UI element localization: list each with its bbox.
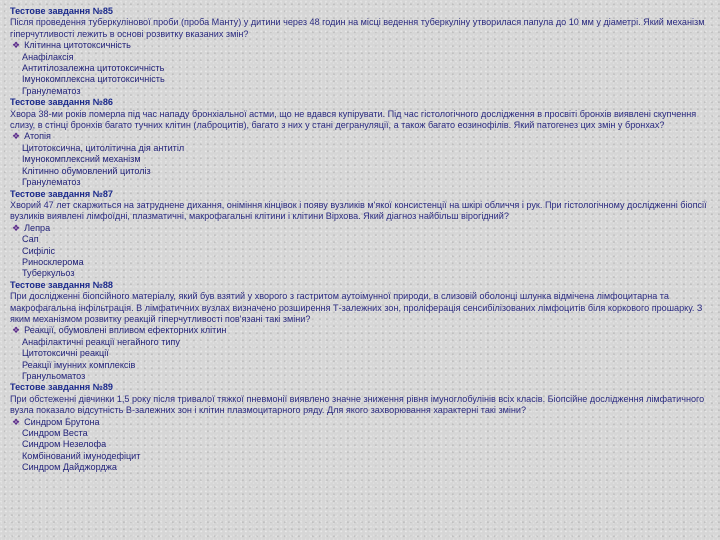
answer-label: Клітинна цитотоксичність xyxy=(24,40,131,51)
diamond-bullet-icon: ❖ xyxy=(12,325,21,336)
answer-label: Імунокомплексна цитотоксичність xyxy=(22,74,165,85)
answer-label: Синдром Брутона xyxy=(24,416,100,427)
question-text: Хворий 47 лет скаржиться на затруднене дихання, оніміння кінцівок і появу вузликів м'якої консистенції на шкірі обличчя і рук. При гістологічному дослідженні біопсії вузликів виявлені лімфоїдні, плазматичні, макрофагальні клітини і клітини Вірхова. Який діагноз найбільш вірогідний? xyxy=(10,199,707,222)
answer-option xyxy=(10,337,708,348)
answer-correct xyxy=(10,223,708,234)
question-text: При дослідженні біопсійного матеріалу, який був взятий у хворого з гастритом аутоімунної природи, в слизовій оболонці шлунка відмічена лімфоцитарна та макрофагальна інфільтрація. В лімфатичних вузлах визначено розширення Т-залежних зон, проліферація сенсибілізованих лімфоцитів біля коркового прошарку. З яким механізмом розвитку реакцій гіперчутливості пов'язані такі зміни? xyxy=(10,291,703,324)
diamond-bullet-icon: ❖ xyxy=(12,40,21,51)
answer-label: Комбінований імунодефіцит xyxy=(22,450,141,461)
answer-label: Синдром Дайджорджа xyxy=(22,462,117,473)
answer-label: Цитотоксична, цитолітична дія антитіл xyxy=(22,142,185,153)
answer-label: Риносклерома xyxy=(22,256,84,267)
answer-label: Туберкульоз xyxy=(22,268,75,279)
question-title: Тестове завдання №85 xyxy=(10,6,113,16)
diamond-bullet-icon: ❖ xyxy=(12,131,21,142)
answer-label: Цитотоксичні реакції xyxy=(22,348,109,359)
answer-option xyxy=(10,234,708,245)
answer-correct xyxy=(10,325,708,336)
question-title: Тестове завдання №87 xyxy=(10,188,113,199)
question-title: Тестове завдання №88 xyxy=(10,279,113,290)
question-block xyxy=(10,6,708,97)
answer-option xyxy=(10,348,708,359)
answer-option xyxy=(10,257,708,268)
answer-label: Анафілактичні реакції негайного типу xyxy=(22,336,180,347)
answer-label: Анафілаксія xyxy=(22,51,74,62)
answer-label: Атопія xyxy=(24,131,51,142)
answer-correct xyxy=(10,131,708,142)
answer-option xyxy=(10,63,708,74)
question-text: Після проведення туберкулінової проби (проба Манту) у дитини через 48 годин на місці ведення туберкуліну утворилася папула до 10 мм у діаметрі. Який механізм гіперчутливості лежить в основі розвитку вказаних змін? xyxy=(10,17,705,39)
answer-label: Реакції, обумовлені впливом ефекторних клітин xyxy=(24,325,227,336)
answer-label: Синдром Незелофа xyxy=(22,439,107,450)
answer-label: Сифіліс xyxy=(22,245,56,256)
answer-option xyxy=(10,143,708,154)
question-block xyxy=(10,280,708,383)
answer-label: Синдром Веста xyxy=(22,428,88,439)
answer-option xyxy=(10,451,708,462)
question-block xyxy=(10,97,708,188)
question-title: Тестове завдання №89 xyxy=(10,382,113,393)
question-title: Тестове завдання №86 xyxy=(10,97,113,108)
question-block xyxy=(10,382,708,473)
diamond-bullet-icon: ❖ xyxy=(12,416,21,427)
answer-label: Гранульоматоз xyxy=(22,371,86,381)
answer-label: Сап xyxy=(22,234,39,245)
answer-option xyxy=(10,360,708,371)
answer-option xyxy=(10,462,708,473)
answer-label: Гранулематоз xyxy=(22,85,81,96)
answer-correct xyxy=(10,40,708,51)
answer-label: Антитілозалежна цитотоксичність xyxy=(22,63,165,74)
answer-option xyxy=(10,439,708,450)
answer-label: Клітинно обумовлений цитоліз xyxy=(22,165,151,176)
answer-option xyxy=(10,86,708,97)
answer-option xyxy=(10,428,708,439)
answer-option xyxy=(10,154,708,165)
answer-option xyxy=(10,246,708,257)
diamond-bullet-icon: ❖ xyxy=(12,222,21,233)
answer-option xyxy=(10,371,708,382)
answer-option xyxy=(10,177,708,188)
answer-label: Імунокомплексний механізм xyxy=(22,154,141,165)
answer-option xyxy=(10,166,708,177)
question-text: При обстеженні дівчинки 1,5 року після тривалої тяжкої пневмонії виявлено значне зниження рівня імуноглобулінів всіх класів. Біопсійне дослідження лімфатичного вузла показало відсутність В-залежних зон і клітин плазмоцитарного ряду. Для якого захворювання характерні такі зміни? xyxy=(10,393,705,416)
answer-option xyxy=(10,268,708,279)
question-block xyxy=(10,189,708,280)
answer-label: Лепра xyxy=(24,222,51,233)
question-text: Хвора 38-ми років померла під час нападу бронхіальної астми, що не вдався купірувати. Під час гістологічного дослідження в просвіті бронхів виявлені скупчення слизу, в стінці бронхів багато тучних клітин (лаброцитів), багато з них у стані дегрануляції, а також багато еозинофілів. Який патогенез цих змін у бронхах? xyxy=(10,108,697,131)
answer-label: Реакції імунних комплексів xyxy=(22,359,136,370)
answer-label: Гранулематоз xyxy=(22,177,81,188)
answer-option xyxy=(10,52,708,63)
answer-option xyxy=(10,74,708,85)
answer-correct xyxy=(10,417,708,428)
